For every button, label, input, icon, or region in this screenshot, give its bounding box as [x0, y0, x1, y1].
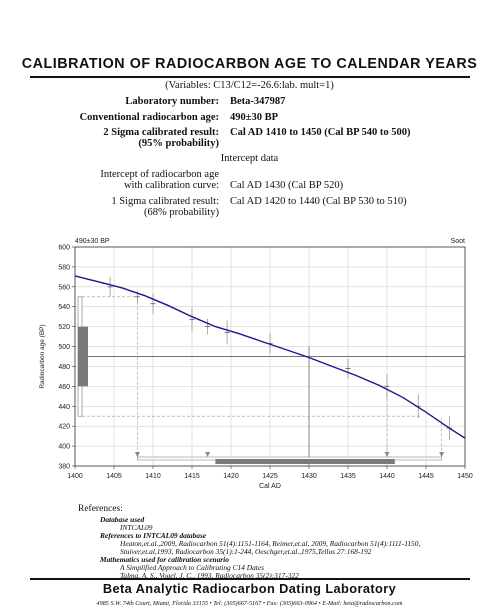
y-tick-label: 400: [58, 443, 70, 451]
reference-line: A Simplified Approach to Calibrating C14 Dates: [120, 563, 264, 572]
two-sigma-value: Cal AD 1410 to 1450 (Cal BP 540 to 500): [230, 127, 411, 138]
y-tick-label: 460: [58, 383, 70, 391]
y-tick-label: 420: [58, 423, 70, 431]
x-tick-label: 1445: [418, 473, 434, 480]
x-tick-label: 1420: [223, 473, 239, 480]
y-axis-label: Radiocarbon age (BP): [39, 324, 46, 389]
references-heading: References:: [78, 504, 123, 514]
range-marker: [439, 452, 444, 457]
range-marker: [385, 452, 390, 457]
y-tick-label: 540: [58, 304, 70, 312]
x-tick-label: 1425: [262, 473, 278, 480]
reference-line: Talma, A. S., Vogel, J. C., 1993, Radiocarbon 35(2):317-322: [120, 571, 299, 580]
lab-number-label: Laboratory number:: [125, 96, 219, 107]
one-sigma-probability: (68% probability): [144, 207, 219, 218]
y-tick-label: 500: [58, 344, 70, 352]
x-tick-label: 1440: [379, 473, 395, 480]
intercept-label-1: Intercept of radiocarbon age: [100, 169, 219, 180]
sample-1sigma-bar: [78, 327, 88, 387]
material-label: Soot: [450, 238, 465, 245]
x-tick-label: 1415: [184, 473, 200, 480]
conv-age-value: 490±30 BP: [230, 112, 279, 123]
calibration-chart: [0, 232, 499, 492]
reference-line: Heaton,et.al.,2009, Radiocarbon 51(4):1151-1164, Reimer,et.al, 2009, Radiocarbon 51(4):1111-1150,: [120, 539, 421, 548]
y-tick-label: 520: [58, 324, 70, 332]
two-sigma-label: 2 Sigma calibrated result:: [103, 127, 219, 138]
y-tick-label: 480: [58, 363, 70, 371]
sample-age-label: 490±30 BP: [75, 238, 110, 245]
x-axis-label: Cal AD: [259, 483, 281, 490]
x-tick-label: 1410: [145, 473, 161, 480]
x-tick-label: 1400: [67, 473, 83, 480]
footer-title: Beta Analytic Radiocarbon Dating Laboratory: [102, 581, 397, 596]
conv-age-label: Conventional radiocarbon age:: [79, 112, 219, 123]
range-marker: [205, 452, 210, 457]
reference-line: Stuiver,et.al,1993, Radiocarbon 35(1):1-244, Oeschger,et.al.,1975,Tellus 27:168-192: [120, 547, 372, 556]
calibrated-1sigma-bar: [215, 459, 394, 464]
y-tick-label: 380: [58, 463, 70, 471]
intercept-value: Cal AD 1430 (Cal BP 520): [230, 180, 344, 191]
footer-rule: [30, 578, 470, 580]
one-sigma-value: Cal AD 1420 to 1440 (Cal BP 530 to 510): [230, 196, 407, 207]
y-tick-label: 600: [58, 244, 70, 252]
two-sigma-probability: (95% probability): [138, 138, 219, 149]
one-sigma-label: 1 Sigma calibrated result:: [111, 196, 219, 207]
lab-number-value: Beta-347987: [230, 96, 286, 107]
y-tick-label: 560: [58, 284, 70, 292]
reference-line: Mathematics used for calibration scenario: [100, 555, 229, 564]
title-rule: [30, 76, 470, 78]
reference-line: References to INTCAL09 database: [100, 531, 207, 540]
variables-line: (Variables: C13/C12=-26.6:lab. mult=1): [165, 80, 334, 91]
reference-line: INTCAL09: [120, 523, 153, 532]
range-marker: [135, 452, 140, 457]
y-tick-label: 440: [58, 403, 70, 411]
intercept-heading: Intercept data: [220, 153, 279, 164]
intercept-label-2: with calibration curve:: [123, 180, 219, 191]
x-tick-label: 1430: [301, 473, 317, 480]
y-tick-label: 580: [58, 264, 70, 272]
x-tick-label: 1450: [457, 473, 473, 480]
reference-line: Database used: [100, 515, 145, 524]
page-title: CALIBRATION OF RADIOCARBON AGE TO CALENDAR YEARS: [21, 56, 478, 72]
x-tick-label: 1405: [106, 473, 122, 480]
x-tick-label: 1435: [340, 473, 356, 480]
footer-address: 4985 S.W. 74th Court, Miami, Florida 33155 • Tel: (305)667-5167 • Fax: (305)663-0964 • E-Mail: beta@radiocarbon.com: [96, 600, 403, 607]
